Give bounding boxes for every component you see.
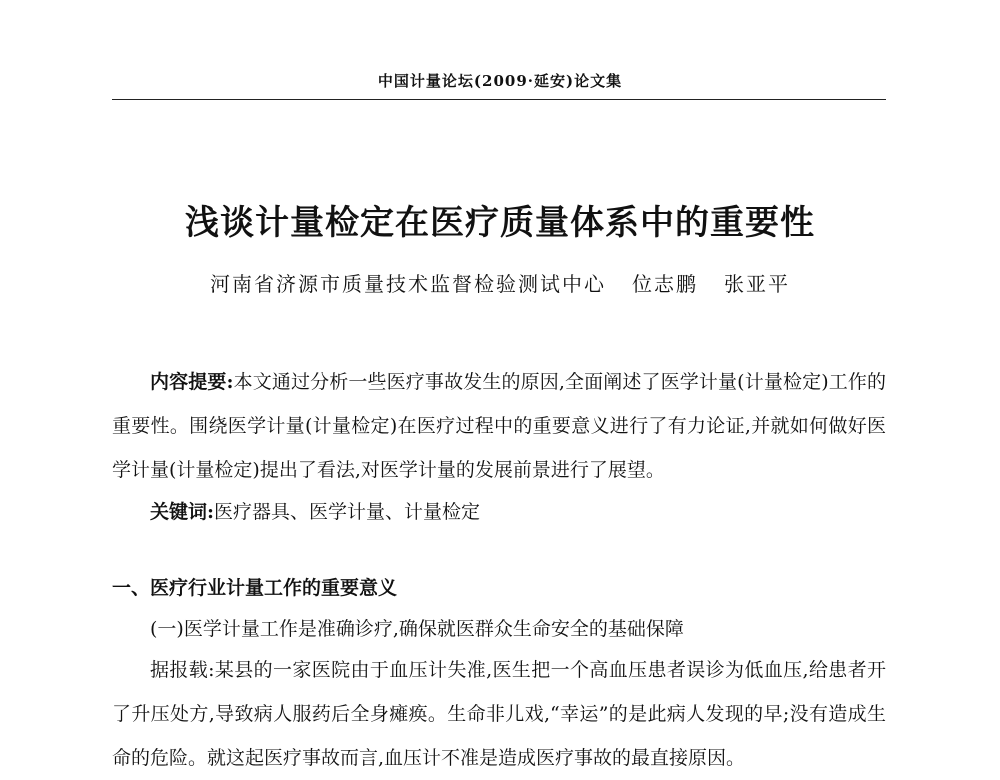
header-rule — [112, 99, 886, 100]
keywords-label: 关键词: — [150, 501, 215, 523]
author-1: 位志鹏 — [632, 272, 698, 296]
paper-title: 浅谈计量检定在医疗质量体系中的重要性 — [185, 203, 815, 243]
keywords — [112, 490, 886, 534]
abstract-paragraph — [112, 360, 886, 492]
keywords-paragraph — [112, 490, 886, 534]
section-heading: 一、医疗行业计量工作的重要意义 — [112, 577, 398, 599]
affiliation: 河南省济源市质量技术监督检验测试中心 — [210, 272, 606, 296]
body-paragraph — [112, 648, 886, 780]
abstract-text: 本文通过分析一些医疗事故发生的原因,全面阐述了医学计量(计量检定)工作的重要性。围绕医学计量(计量检定)在医疗过程中的重要意义进行了有力论证,并就如何做好医学计量(计量检定)提出了看法,对医学计量的发展前景进行了展望。 — [112, 371, 886, 481]
author-2: 张亚平 — [724, 272, 790, 296]
byline — [0, 268, 1000, 297]
keywords-text: 医疗器具、医学计量、计量检定 — [214, 501, 481, 523]
abstract-label: 内容提要: — [150, 371, 234, 393]
running-header: 中国计量论坛(2009·延安)论文集 — [377, 72, 623, 90]
body-paragraph-text: 据报载:某县的一家医院由于血压计失准,医生把一个高血压患者误诊为低血压,给患者开了升压处方,导致病人服药后全身瘫痪。生命非儿戏,“幸运”的是此病人发现的早;没有造成生命的危险。就这起医疗事故而言,血压计不准是造成医疗事故的最直接原因。 — [112, 659, 886, 769]
abstract — [112, 360, 886, 492]
subsection-heading: (一)医学计量工作是准确诊疗,确保就医群众生命安全的基础保障 — [150, 618, 684, 640]
